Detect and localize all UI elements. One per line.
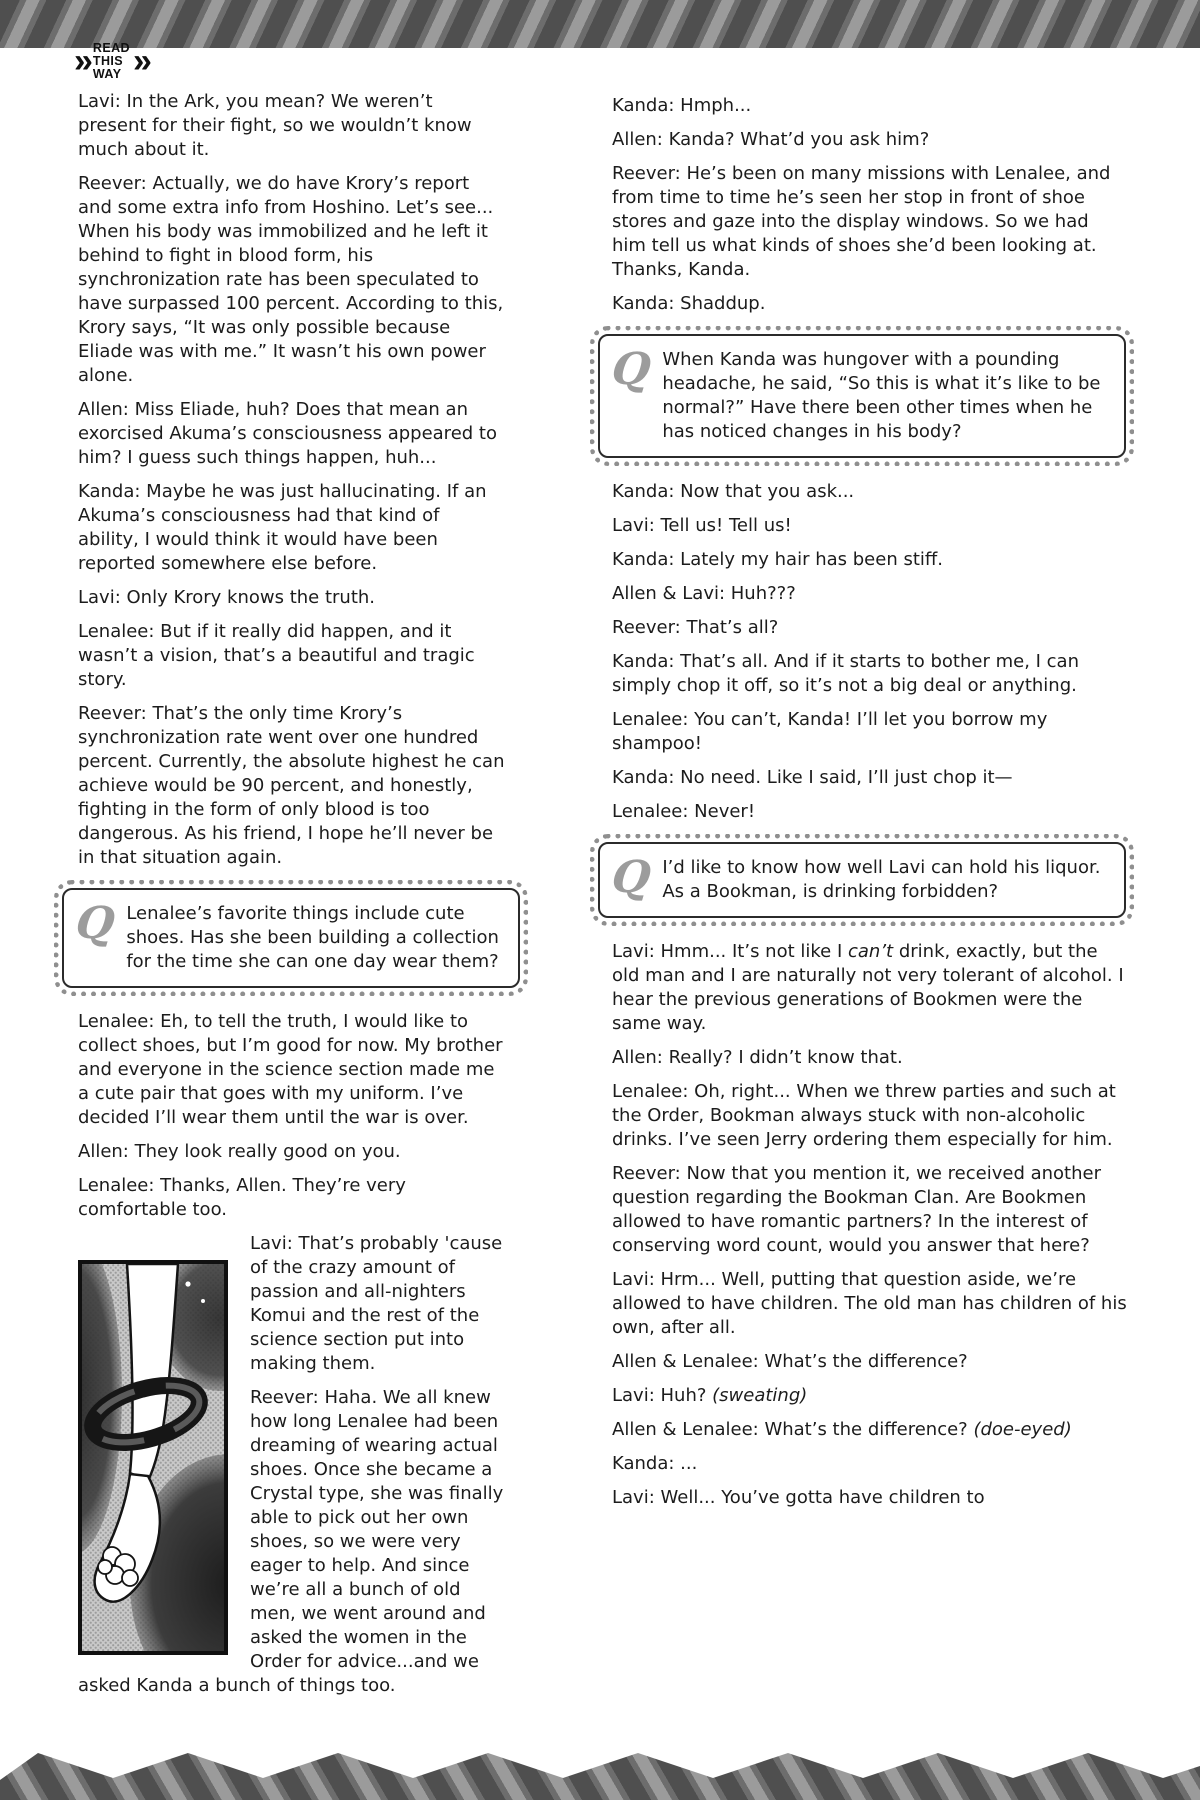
dialogue-line: Lavi: Huh? (sweating) [612,1385,808,1406]
dialogue-line: Lavi: Hmm... It’s not like I can’t drink, exactly, but the old man and I are naturally not very tolerant of alcohol. I hear the previous generations of Bookmen were the same way. [612,941,1124,1034]
read-label-line: WAY [92,66,122,81]
chevron-right-icon: » [132,41,149,80]
dialogue-line: Kanda: Shaddup. [612,293,766,314]
dialogue-line: Reever: Haha. We all knew how long Lenalee had been dreaming of wearing actual shoes. Once she became a Crystal type, she was finally able to pick out her own shoes, so we were very eager to help. And since we’re all a bunch of old men, we went around and asked the women in the Order for advice...and we asked Kanda a bunch of things too. [78,1387,504,1696]
dialogue-line: Lavi: Only Krory knows the truth. [78,587,376,608]
dialogue-line: Allen & Lenalee: What’s the difference? [612,1351,968,1372]
dialogue-line: Allen: Kanda? What’d you ask him? [612,129,930,150]
read-this-way-marker [74,42,149,80]
question-box [598,842,1126,918]
dialogue-line: Reever: Now that you mention it, we received another question regarding the Bookman Clan. Are Bookmen allowed to have romantic partners? In the interest of conserving word count, would you answer that here? [612,1163,1101,1256]
ankle-ring-drawing [82,1264,224,1651]
dialogue-line: Lavi: Tell us! Tell us! [612,515,792,536]
chevron-right-icon: » [74,41,90,80]
dialogue-line: Allen: Miss Eliade, huh? Does that mean an exorcised Akuma’s consciousness appeared to him? I guess such things happen, huh... [78,399,497,468]
top-zigzag-border [0,0,1200,48]
dialogue-line: Allen & Lavi: Huh??? [612,583,796,604]
dialogue-line: Allen: They look really good on you. [78,1141,401,1162]
bottom-zigzag-border [0,1748,1200,1800]
question-q-icon: Q [73,898,118,949]
question-box [62,888,520,988]
dialogue-line: Lenalee: Thanks, Allen. They’re very comfortable too. [78,1175,406,1220]
dialogue-line: Lenalee: Eh, to tell the truth, I would like to collect shoes, but I’m good for now. My brother and everyone in the science section made me a cute pair that goes with my uniform. I’ve decided I’ll wear them until the war is over. [78,1011,503,1128]
dialogue-line: Kanda: Lately my hair has been stiff. [612,549,944,570]
dialogue-line: Lavi: Hrm... Well, putting that question aside, we’re allowed to have children. The old man has children of his own, after all. [612,1269,1127,1338]
dialogue-line: Reever: That’s all? [612,617,779,638]
dialogue-line: Lenalee: Never! [612,801,756,822]
read-label-line: READ [92,41,130,55]
dialogue-line: Kanda: ... [612,1453,698,1474]
dialogue-line: Reever: That’s the only time Krory’s synchronization rate went over one hundred percent. Currently, the absolute highest he can achieve would be 90 percent, and honestly, fighting in the form of only blood is too dangerous. As his friend, I hope he’ll never be in that situation again. [78,703,505,868]
dialogue-line: Kanda: No need. Like I said, I’ll just chop it— [612,767,1013,788]
question-text: Lenalee’s favorite things include cute shoes. Has she been building a collection for the time she can one day wear them? [126,903,499,972]
question-q-icon: Q [609,852,654,903]
question-q-icon: Q [609,344,654,395]
dialogue-line: Kanda: Hmph... [612,95,752,116]
ankle-ring-illustration [78,1260,228,1655]
dialogue-line: Lavi: In the Ark, you mean? We weren’t present for their fight, so we wouldn’t know much about it. [78,91,472,160]
dialogue-line: Kanda: That’s all. And if it starts to bother me, I can simply chop it off, so it’s not a big deal or anything. [612,651,1079,696]
dialogue-line: Lenalee: Oh, right... When we threw parties and such at the Order, Bookman always stuck with non-alcoholic drinks. I’ve seen Jerry ordering them especially for him. [612,1081,1116,1150]
question-text: When Kanda was hungover with a pounding headache, he said, “So this is what it’s like to be normal?” Have there been other times when he has noticed changes in his body? [662,349,1101,442]
read-this-way-label [93,42,130,80]
dialogue-line: Reever: He’s been on many missions with Lenalee, and from time to time he’s seen her stop in front of shoe stores and gaze into the display windows. So we had him tell us what kinds of shoes she’d been looking at. Thanks, Kanda. [612,163,1111,280]
dialogue-line: Kanda: Maybe he was just hallucinating. If an Akuma’s consciousness had that kind of ability, I would think it would have been reported somewhere else before. [78,481,487,574]
dialogue-line: Lenalee: But if it really did happen, and it wasn’t a vision, that’s a beautiful and tragic story. [78,621,475,690]
read-label-line: THIS [92,53,123,68]
left-column [73,90,506,1708]
question-box [598,334,1126,458]
right-column [609,94,1128,1520]
dialogue-line: Lavi: Well... You’ve gotta have children to [612,1487,985,1508]
question-text: I’d like to know how well Lavi can hold his liquor. As a Bookman, is drinking forbidden? [662,857,1101,902]
dialogue-line: Lavi: That’s probably 'cause of the crazy amount of passion and all-nighters Komui and the rest of the science section put into making them. [250,1233,503,1374]
dialogue-line: Allen: Really? I didn’t know that. [612,1047,903,1068]
dialogue-line: Reever: Actually, we do have Krory’s report and some extra info from Hoshino. Let’s see... When his body was immobilized and he left it behind to fight in blood form, his synchronization rate has been speculated to have surpassed 100 percent. According to this, Krory says, “It was only possible because Eliade was with me.” It wasn’t his own power alone. [78,173,504,386]
dialogue-line: Allen & Lenalee: What’s the difference? (doe-eyed) [612,1419,1072,1440]
dialogue-line: Kanda: Now that you ask... [612,481,855,502]
dialogue-line: Lenalee: You can’t, Kanda! I’ll let you borrow my shampoo! [612,709,1048,754]
